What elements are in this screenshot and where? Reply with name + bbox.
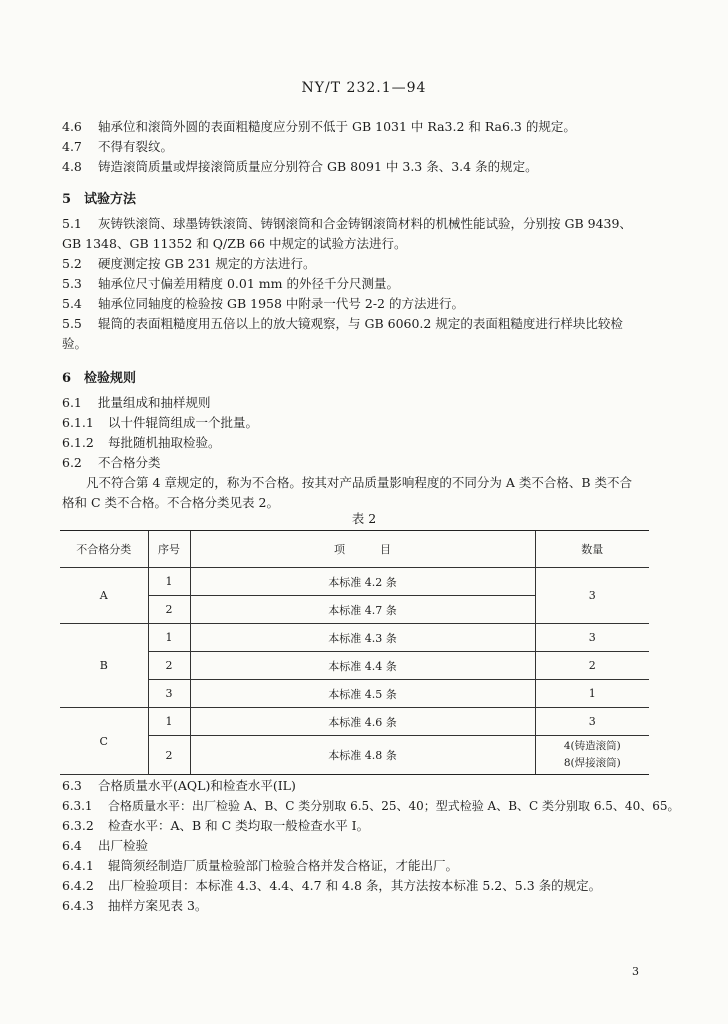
seq-cell: 1 [148,708,190,736]
seq-cell: 2 [148,736,190,775]
table-row [60,652,649,680]
header-seq: 序号 [148,531,190,568]
seq-cell: 1 [148,568,190,596]
clause-5-5: 5.5 辊筒的表面粗糙度用五倍以上的放大镜观察，与 GB 6060.2 规定的表面粗糙度进行样块比较检 [62,316,623,331]
seq-cell: 2 [148,652,190,680]
document-header: NY/T 232.1—94 [301,80,427,96]
item-cell: 本标准 4.4 条 [190,652,535,680]
header-item: 项 目 [190,531,535,568]
table-row [60,568,649,596]
clause-6-2-para-cont: 格和 C 类不合格。不合格分类见表 2。 [62,495,279,510]
table-row [60,624,649,652]
item-cell: 本标准 4.5 条 [190,680,535,708]
clause-5-1-cont: GB 1348、GB 11352 和 Q/ZB 66 中规定的试验方法进行。 [62,236,407,251]
clause-6-4-3: 6.4.3 抽样方案见表 3。 [62,898,208,913]
qty-cell [535,736,649,775]
qty-cell: 2 [535,652,649,680]
clause-6-3-2: 6.3.2 检查水平：A、B 和 C 类均取一般检查水平 I。 [62,818,370,833]
qty-cell: 3 [535,708,649,736]
item-cell: 本标准 4.7 条 [190,596,535,624]
clause-4-7: 4.7 不得有裂纹。 [62,139,174,154]
page-number: 3 [632,965,639,978]
category-a: A [60,568,148,624]
clause-5-4: 5.4 轴承位同轴度的检验按 GB 1958 中附录一代号 2-2 的方法进行。 [62,296,464,311]
item-cell: 本标准 4.2 条 [190,568,535,596]
category-b: B [60,624,148,708]
seq-cell: 2 [148,596,190,624]
qty-cell: 1 [535,680,649,708]
clause-6-1-2: 6.1.2 每批随机抽取检验。 [62,435,221,450]
qty-welded: 8(焊接滚筒) [563,757,621,769]
clause-4-6: 4.6 轴承位和滚筒外圆的表面粗糙度应分别不低于 GB 1031 中 Ra3.2 和 Ra6.3 的规定。 [62,119,576,134]
clause-5-3: 5.3 轴承位尺寸偏差用精度 0.01 mm 的外径千分尺测量。 [62,276,399,291]
table-2 [60,530,649,775]
qty-cell: 3 [535,568,649,624]
qty-cast: 4(铸造滚筒) [563,740,621,752]
clause-6-4: 6.4 出厂检验 [62,838,149,853]
section-5-heading: 5 试验方法 [62,192,137,207]
clause-6-3-1: 6.3.1 合格质量水平：出厂检验 A、B、C 类分别取 6.5、25、40；型式检验 A、B、C 类分别取 6.5、40、65。 [62,799,680,813]
seq-cell: 1 [148,624,190,652]
section-6-heading: 6 检验规则 [62,371,137,386]
clause-6-4-1: 6.4.1 辊筒须经制造厂质量检验部门检验合格并发合格证，才能出厂。 [62,858,459,873]
clause-6-2-para: 凡不符合第 4 章规定的，称为不合格。按其对产品质量影响程度的不同分为 A 类不合格、B 类不合 [86,475,633,490]
clause-6-4-2: 6.4.2 出厂检验项目：本标准 4.3、4.4、4.7 和 4.8 条，其方法按本标准 5.2、5.3 条的规定。 [62,878,602,893]
clause-6-3: 6.3 合格质量水平(AQL)和检查水平(IL) [62,778,296,793]
qty-cell: 3 [535,624,649,652]
clause-6-1-1: 6.1.1 以十件辊筒组成一个批量。 [62,415,259,430]
clause-6-2: 6.2 不合格分类 [62,455,161,470]
category-c: C [60,708,148,775]
header-category: 不合格分类 [60,531,148,568]
item-cell: 本标准 4.8 条 [190,736,535,775]
clause-6-1: 6.1 批量组成和抽样规则 [62,395,211,410]
clause-5-2: 5.2 硬度测定按 GB 231 规定的方法进行。 [62,256,316,271]
clause-5-1: 5.1 灰铸铁滚筒、球墨铸铁滚筒、铸钢滚筒和合金铸钢滚筒材料的机械性能试验，分别按 GB 9439、 [62,216,632,231]
seq-cell: 3 [148,680,190,708]
clause-4-8: 4.8 铸造滚筒质量或焊接滚筒质量应分别符合 GB 8091 中 3.3 条、3.4 条的规定。 [62,159,538,174]
table-2-caption: 表 2 [351,511,377,526]
table-row [60,736,649,775]
item-cell: 本标准 4.3 条 [190,624,535,652]
table-row [60,680,649,708]
clause-5-5-cont: 验。 [62,336,88,351]
table-row [60,708,649,736]
header-qty: 数量 [535,531,649,568]
item-cell: 本标准 4.6 条 [190,708,535,736]
